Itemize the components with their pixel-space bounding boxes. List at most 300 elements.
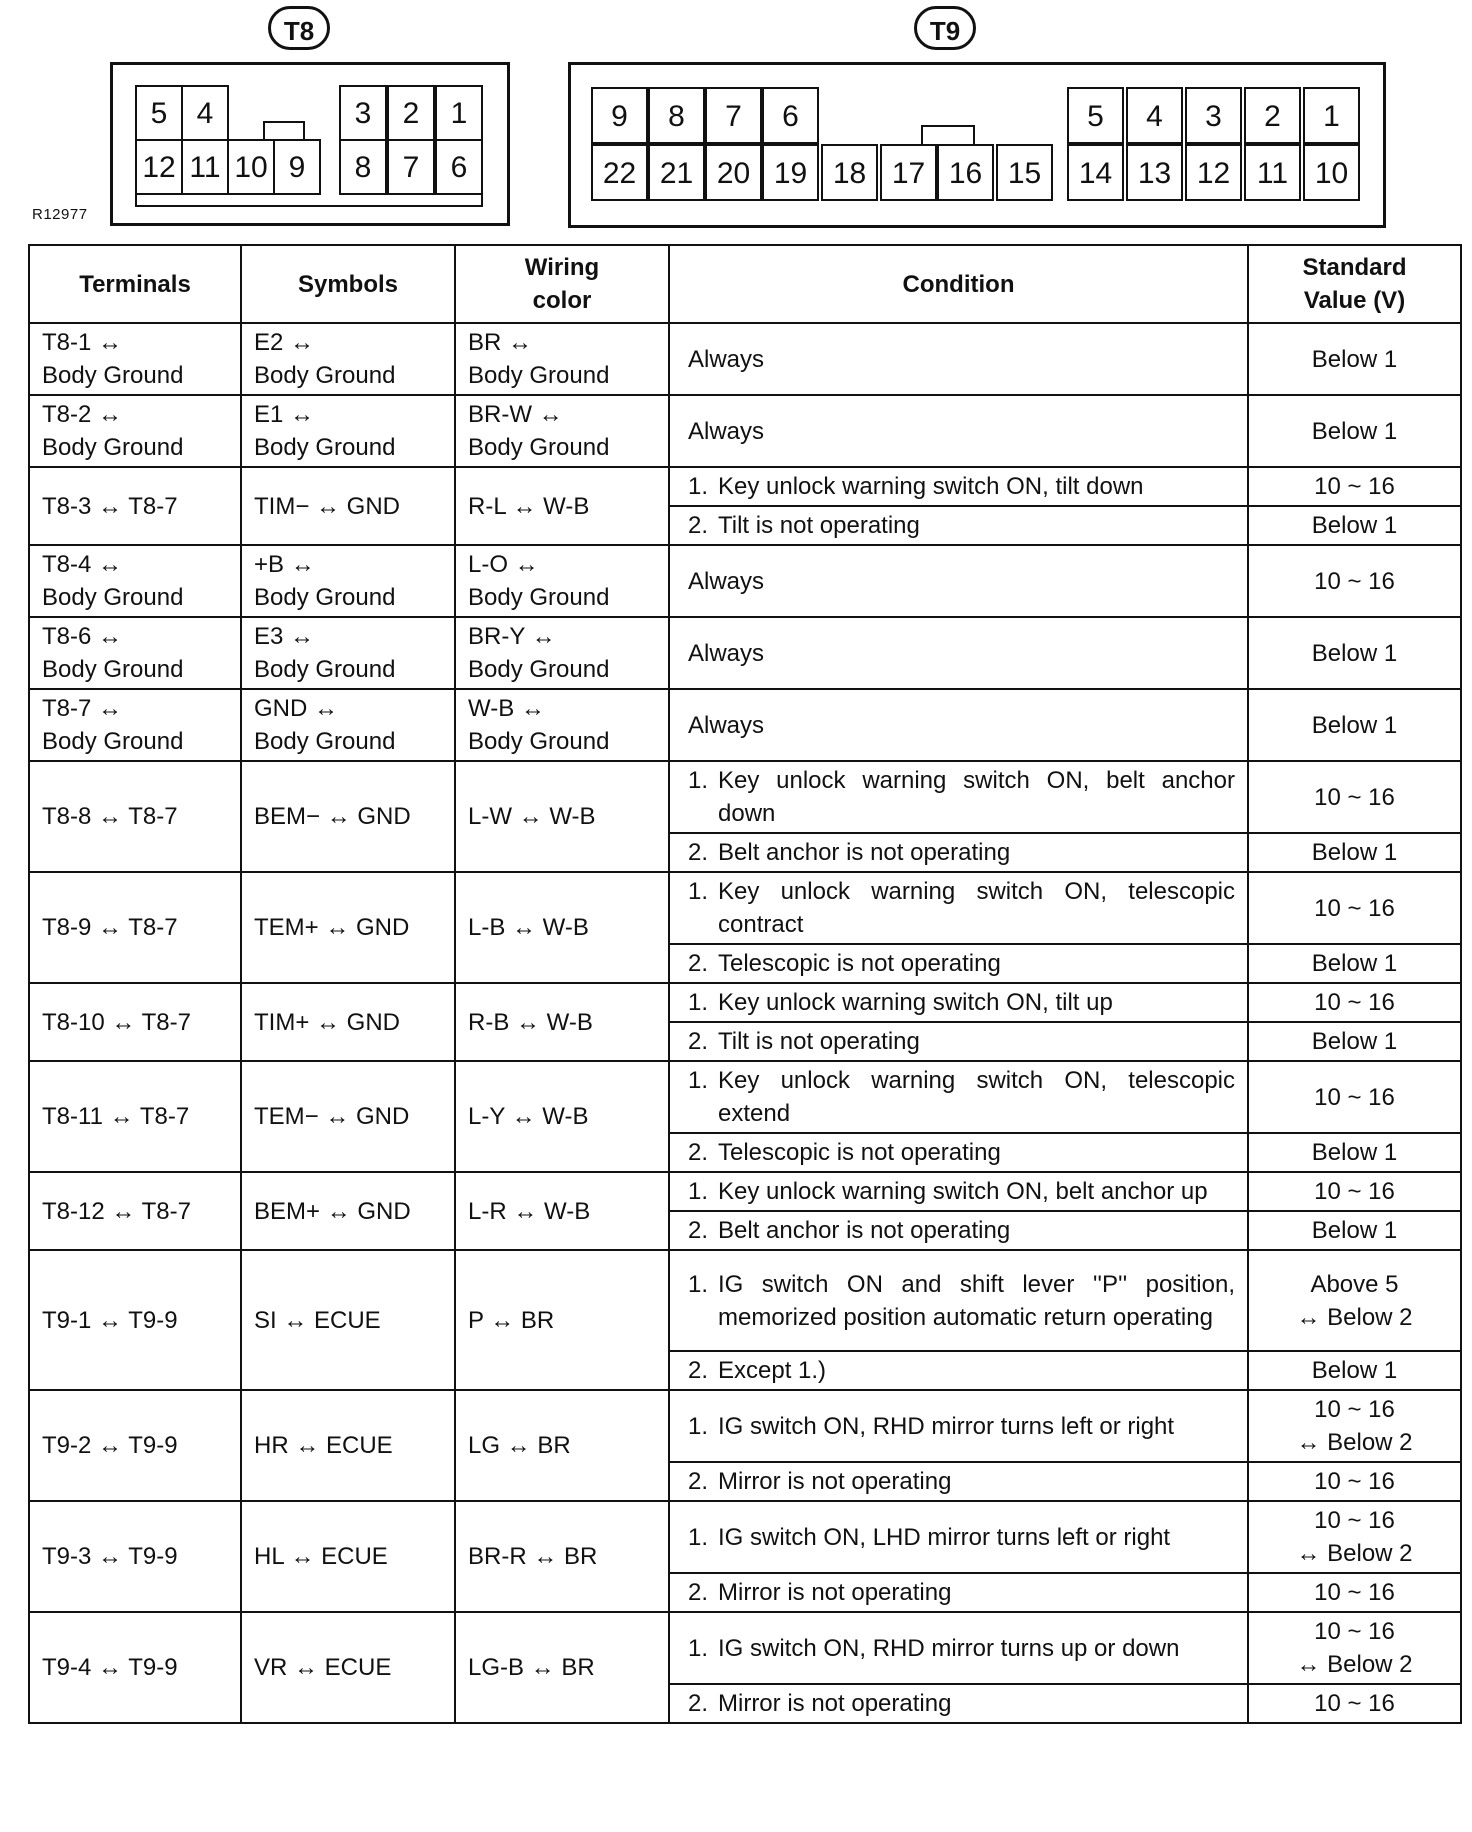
wiring-color-cell-line: L-Y ↔ W-B [468, 1103, 589, 1130]
terminals-cell-line: Body Ground [42, 728, 184, 755]
pin: 1 [435, 85, 483, 141]
pin: 18 [821, 144, 878, 201]
pin: 1 [1303, 87, 1360, 144]
condition-number: 1. [688, 878, 709, 905]
header-standard-value [1248, 245, 1461, 323]
terminal-spec-table [28, 244, 1462, 1724]
symbols-cell-line: Body Ground [254, 728, 396, 755]
standard-value-line: Below 1 [1311, 1028, 1398, 1055]
pin: 10 [227, 139, 275, 195]
table-row [29, 617, 1461, 689]
pin: 3 [339, 85, 387, 141]
condition-item [688, 764, 1235, 830]
terminals-cell [29, 617, 241, 689]
terminals-cell-line: T8-7 ↔ [42, 695, 123, 722]
symbols-cell [241, 395, 455, 467]
wiring-color-cell [455, 617, 669, 689]
pin: 9 [273, 139, 321, 195]
condition-number: 2. [688, 1468, 709, 1495]
condition-cell [669, 1501, 1248, 1573]
terminals-cell [29, 983, 241, 1061]
standard-value-cell [1248, 1612, 1461, 1684]
symbols-cell [241, 983, 455, 1061]
symbols-cell-line: E1 ↔ [254, 401, 315, 428]
wiring-color-cell [455, 872, 669, 983]
standard-value-line: 10 ~ 16 [1314, 1507, 1395, 1534]
condition-item [688, 415, 1235, 448]
symbols-cell [241, 872, 455, 983]
standard-value-line: 10 ~ 16 [1314, 1178, 1395, 1205]
symbols-cell-line: BEM+ ↔ GND [254, 1197, 411, 1225]
condition-cell [669, 1573, 1248, 1612]
header-value-line1: Standard [1302, 254, 1407, 281]
symbols-cell [241, 1501, 455, 1612]
standard-value-line: Below 1 [1311, 1357, 1398, 1384]
condition-text: Except 1.) [718, 1357, 827, 1384]
standard-value-line: 10 ~ 16 [1314, 473, 1395, 500]
standard-value-cell [1248, 467, 1461, 506]
condition-text: Telescopic is not operating [718, 950, 1001, 977]
connector-key [921, 125, 975, 145]
condition-item [688, 1465, 1235, 1498]
condition-item [688, 470, 1235, 503]
pin: 4 [181, 85, 229, 141]
standard-value-line: ↔ Below 2 [1296, 1429, 1413, 1456]
condition-item [688, 1025, 1235, 1058]
standard-value-line: Below 1 [1311, 1139, 1398, 1166]
terminals-cell-line: Body Ground [42, 656, 184, 683]
terminals-cell-line: T9-2 ↔ T9-9 [42, 1432, 178, 1459]
condition-number: 2. [688, 839, 709, 866]
pin: 16 [937, 144, 994, 201]
symbols-cell [241, 617, 455, 689]
wiring-color-cell-line: BR-W ↔ [468, 401, 563, 428]
condition-number: 2. [688, 1579, 709, 1606]
pin: 19 [762, 144, 819, 201]
condition-text: Belt anchor is not operating [718, 1217, 1011, 1244]
standard-value-cell [1248, 1250, 1461, 1351]
standard-value-cell [1248, 689, 1461, 761]
standard-value-line: Below 1 [1311, 345, 1398, 373]
pin: 2 [1244, 87, 1301, 144]
pin: 10 [1303, 144, 1360, 201]
wiring-color-cell-line: P ↔ BR [468, 1306, 555, 1334]
terminals-cell [29, 1612, 241, 1723]
terminals-cell [29, 872, 241, 983]
symbols-cell [241, 1250, 455, 1390]
condition-text: Always [688, 417, 765, 445]
standard-value-line: 10 ~ 16 [1314, 1396, 1395, 1423]
symbols-cell-line: BEM− ↔ GND [254, 803, 411, 830]
wiring-color-cell [455, 1612, 669, 1723]
standard-value-line: Below 1 [1311, 512, 1398, 539]
pin: 5 [135, 85, 183, 141]
header-wiring-line1: Wiring [524, 254, 600, 281]
standard-value-line: 10 ~ 16 [1314, 1690, 1395, 1717]
condition-text: Key unlock warning switch ON, belt anchor down [718, 767, 1235, 827]
symbols-cell-line: Body Ground [254, 434, 396, 461]
standard-value-cell [1248, 1211, 1461, 1250]
symbols-cell-line: TEM− ↔ GND [254, 1103, 410, 1130]
condition-item [688, 1576, 1235, 1609]
standard-value-line: Below 1 [1311, 639, 1398, 667]
table-row [29, 395, 1461, 467]
header-wiring-line2: color [532, 287, 592, 314]
pin: 13 [1126, 144, 1183, 201]
terminals-cell-line: T8-1 ↔ [42, 329, 123, 356]
standard-value-line: 10 ~ 16 [1314, 1468, 1395, 1495]
condition-text: Key unlock warning switch ON, belt anchor up [718, 1178, 1208, 1205]
symbols-cell-line: HL ↔ ECUE [254, 1543, 388, 1570]
condition-item [688, 836, 1235, 869]
condition-number: 2. [688, 950, 709, 977]
condition-number: 1. [688, 1270, 709, 1298]
condition-cell [669, 323, 1248, 395]
standard-value-line: Below 1 [1311, 950, 1398, 977]
condition-number: 1. [688, 1523, 709, 1551]
condition-text: Always [688, 639, 765, 667]
terminals-cell [29, 1172, 241, 1250]
wiring-color-cell [455, 1501, 669, 1612]
table-row [29, 1612, 1461, 1684]
table-row [29, 323, 1461, 395]
condition-cell [669, 761, 1248, 833]
terminals-cell-line: T9-4 ↔ T9-9 [42, 1654, 178, 1681]
condition-text: Always [688, 345, 765, 373]
condition-item [688, 1214, 1235, 1247]
terminals-cell-line: Body Ground [42, 434, 184, 461]
condition-cell [669, 983, 1248, 1022]
condition-cell [669, 1022, 1248, 1061]
wiring-color-cell-line: LG-B ↔ BR [468, 1654, 595, 1681]
wiring-color-cell-line: L-O ↔ [468, 551, 539, 578]
terminals-cell [29, 323, 241, 395]
condition-cell [669, 1172, 1248, 1211]
standard-value-cell [1248, 323, 1461, 395]
condition-text: Key unlock warning switch ON, telescopic contract [718, 878, 1235, 938]
terminals-cell-line: T8-2 ↔ [42, 401, 123, 428]
condition-item [688, 1175, 1235, 1208]
condition-cell [669, 1462, 1248, 1501]
terminals-cell-line: T8-3 ↔ T8-7 [42, 492, 178, 520]
terminals-cell-line: T8-11 ↔ T8-7 [42, 1103, 190, 1130]
condition-item [688, 1354, 1235, 1387]
pin: 20 [705, 144, 762, 201]
standard-value-cell [1248, 833, 1461, 872]
wiring-color-cell [455, 395, 669, 467]
standard-value-line: ↔ Below 2 [1296, 1540, 1413, 1567]
table-header-row [29, 245, 1461, 323]
terminals-cell [29, 1061, 241, 1172]
condition-cell [669, 545, 1248, 617]
table-row [29, 761, 1461, 833]
table-row [29, 467, 1461, 506]
symbols-cell-line: VR ↔ ECUE [254, 1654, 392, 1681]
wiring-color-cell-line: BR-R ↔ BR [468, 1543, 598, 1570]
terminals-cell-line: T8-6 ↔ [42, 623, 123, 650]
condition-number: 2. [688, 1690, 709, 1717]
terminals-cell [29, 395, 241, 467]
pin: 6 [435, 139, 483, 195]
pin: 12 [135, 139, 183, 195]
condition-cell [669, 1211, 1248, 1250]
condition-number: 1. [688, 473, 709, 500]
condition-item [688, 637, 1235, 670]
wiring-color-cell-line: R-L ↔ W-B [468, 492, 590, 520]
wiring-color-cell [455, 761, 669, 872]
condition-text: IG switch ON, RHD mirror turns left or right [718, 1412, 1175, 1440]
table-row [29, 1390, 1461, 1462]
standard-value-cell [1248, 545, 1461, 617]
condition-item [688, 1632, 1235, 1665]
wiring-color-cell-line: LG ↔ BR [468, 1432, 571, 1459]
terminals-cell-line: T9-3 ↔ T9-9 [42, 1543, 178, 1570]
standard-value-line: Below 1 [1311, 839, 1398, 866]
symbols-cell-line: TIM− ↔ GND [254, 492, 401, 520]
pin: 12 [1185, 144, 1242, 201]
condition-item [688, 1521, 1235, 1554]
condition-number: 2. [688, 1357, 709, 1384]
condition-text: Mirror is not operating [718, 1690, 952, 1717]
condition-cell [669, 1684, 1248, 1723]
standard-value-line: 10 ~ 16 [1314, 783, 1395, 811]
condition-cell [669, 1390, 1248, 1462]
table-row [29, 1061, 1461, 1133]
table-row [29, 545, 1461, 617]
pin: 15 [996, 144, 1053, 201]
condition-item [688, 1687, 1235, 1720]
terminals-cell-line: T8-9 ↔ T8-7 [42, 914, 178, 941]
symbols-cell-line: Body Ground [254, 362, 396, 389]
condition-text: Key unlock warning switch ON, tilt down [718, 473, 1144, 500]
header-wiring-color [455, 245, 669, 323]
wiring-color-cell [455, 1172, 669, 1250]
wiring-color-cell-line: Body Ground [468, 728, 610, 755]
header-terminals: Terminals [29, 245, 241, 323]
pin: 17 [880, 144, 937, 201]
wiring-color-cell [455, 1390, 669, 1501]
condition-item [688, 875, 1235, 941]
condition-number: 1. [688, 1067, 709, 1094]
terminals-cell [29, 467, 241, 545]
symbols-cell-line: TEM+ ↔ GND [254, 914, 410, 941]
terminals-cell-line: T8-12 ↔ T8-7 [42, 1197, 191, 1225]
wiring-color-cell-line: R-B ↔ W-B [468, 1008, 593, 1036]
wiring-color-cell [455, 1250, 669, 1390]
standard-value-line: Below 1 [1311, 711, 1398, 739]
standard-value-line: 10 ~ 16 [1314, 1083, 1395, 1111]
symbols-cell-line: SI ↔ ECUE [254, 1306, 381, 1334]
condition-cell [669, 395, 1248, 467]
condition-item [688, 1410, 1235, 1443]
condition-cell [669, 1133, 1248, 1172]
standard-value-cell [1248, 1133, 1461, 1172]
connector-t8 [110, 62, 510, 226]
standard-value-cell [1248, 1573, 1461, 1612]
standard-value-line: Above 5 [1310, 1270, 1399, 1298]
standard-value-line: 10 ~ 16 [1314, 989, 1395, 1016]
table-row [29, 1501, 1461, 1573]
condition-text: Tilt is not operating [718, 1028, 920, 1055]
connector-label-t9: T9 [914, 6, 976, 50]
standard-value-cell [1248, 1501, 1461, 1573]
standard-value-cell [1248, 1172, 1461, 1211]
condition-item [688, 709, 1235, 742]
standard-value-cell [1248, 872, 1461, 944]
table-row [29, 1250, 1461, 1351]
header-value-line2: Value (V) [1303, 287, 1406, 314]
condition-text: IG switch ON, LHD mirror turns left or right [718, 1523, 1171, 1551]
condition-text: Always [688, 711, 765, 739]
condition-number: 1. [688, 1412, 709, 1440]
symbols-cell-line: +B ↔ [254, 551, 315, 578]
standard-value-cell [1248, 1390, 1461, 1462]
header-symbols: Symbols [241, 245, 455, 323]
standard-value-line: 10 ~ 16 [1314, 894, 1395, 922]
terminals-cell [29, 761, 241, 872]
standard-value-cell [1248, 395, 1461, 467]
pin: 8 [648, 87, 705, 144]
standard-value-line: ↔ Below 2 [1296, 1303, 1413, 1331]
standard-value-cell [1248, 1061, 1461, 1133]
condition-text: Mirror is not operating [718, 1468, 952, 1495]
table-row [29, 872, 1461, 944]
pin: 2 [387, 85, 435, 141]
table-row [29, 689, 1461, 761]
terminals-cell [29, 1501, 241, 1612]
table-row [29, 1172, 1461, 1211]
wiring-color-cell-line: L-B ↔ W-B [468, 914, 589, 941]
wiring-color-cell [455, 983, 669, 1061]
standard-value-line: ↔ Below 2 [1296, 1651, 1413, 1678]
wiring-color-cell [455, 323, 669, 395]
condition-item [688, 1136, 1235, 1169]
wiring-color-cell-line: Body Ground [468, 656, 610, 683]
standard-value-cell [1248, 761, 1461, 833]
condition-text: Mirror is not operating [718, 1579, 952, 1606]
standard-value-line: 10 ~ 16 [1314, 1618, 1395, 1645]
condition-cell [669, 872, 1248, 944]
terminals-cell-line: T8-10 ↔ T8-7 [42, 1008, 191, 1036]
table-row [29, 983, 1461, 1022]
standard-value-cell [1248, 1351, 1461, 1390]
symbols-cell [241, 1061, 455, 1172]
symbols-cell [241, 1390, 455, 1501]
standard-value-cell [1248, 1462, 1461, 1501]
symbols-cell [241, 761, 455, 872]
symbols-cell [241, 545, 455, 617]
condition-cell [669, 689, 1248, 761]
wiring-color-cell [455, 467, 669, 545]
standard-value-line: 10 ~ 16 [1314, 1579, 1395, 1606]
terminals-cell-line: T8-4 ↔ [42, 551, 123, 578]
pin: 3 [1185, 87, 1242, 144]
terminals-cell-line: T9-1 ↔ T9-9 [42, 1306, 178, 1334]
symbols-cell-line: HR ↔ ECUE [254, 1432, 393, 1459]
condition-item [688, 947, 1235, 980]
wiring-color-cell-line: BR-Y ↔ [468, 623, 556, 650]
condition-number: 2. [688, 1217, 709, 1244]
standard-value-line: Below 1 [1311, 1217, 1398, 1244]
standard-value-cell [1248, 944, 1461, 983]
standard-value-cell [1248, 506, 1461, 545]
condition-number: 2. [688, 1139, 709, 1166]
condition-text: IG switch ON and shift lever ''P'' position, memorized position automatic return operating [718, 1270, 1235, 1331]
condition-text: Tilt is not operating [718, 512, 920, 539]
pin: 14 [1067, 144, 1124, 201]
terminals-cell [29, 689, 241, 761]
condition-number: 2. [688, 512, 709, 539]
condition-text: Key unlock warning switch ON, tilt up [718, 989, 1113, 1016]
terminals-cell [29, 1250, 241, 1390]
wiring-color-cell [455, 545, 669, 617]
symbols-cell [241, 689, 455, 761]
pin: 11 [1244, 144, 1301, 201]
standard-value-cell [1248, 1022, 1461, 1061]
pin: 22 [591, 144, 648, 201]
standard-value-line: Below 1 [1311, 417, 1398, 445]
standard-value-line: 10 ~ 16 [1314, 567, 1395, 595]
wiring-color-cell-line: L-R ↔ W-B [468, 1197, 591, 1225]
wiring-color-cell-line: W-B ↔ [468, 695, 545, 722]
condition-cell [669, 506, 1248, 545]
wiring-color-cell [455, 689, 669, 761]
condition-cell [669, 1351, 1248, 1390]
condition-text: Telescopic is not operating [718, 1139, 1001, 1166]
symbols-cell [241, 1612, 455, 1723]
condition-item [688, 986, 1235, 1019]
symbols-cell-line: TIM+ ↔ GND [254, 1008, 401, 1036]
condition-cell [669, 944, 1248, 983]
wiring-color-cell-line: BR ↔ [468, 329, 533, 356]
wiring-color-cell [455, 1061, 669, 1172]
connector-base [135, 193, 483, 207]
condition-item [688, 565, 1235, 598]
pin: 9 [591, 87, 648, 144]
standard-value-cell [1248, 617, 1461, 689]
symbols-cell-line: GND ↔ [254, 695, 338, 722]
symbols-cell [241, 323, 455, 395]
figure-id: R12977 [32, 206, 88, 223]
condition-cell [669, 1612, 1248, 1684]
condition-text: IG switch ON, RHD mirror turns up or down [718, 1634, 1180, 1662]
condition-number: 2. [688, 1028, 709, 1055]
standard-value-cell [1248, 983, 1461, 1022]
condition-number: 1. [688, 767, 709, 794]
pin: 11 [181, 139, 229, 195]
condition-cell [669, 833, 1248, 872]
condition-text: Belt anchor is not operating [718, 839, 1011, 866]
wiring-color-cell-line: L-W ↔ W-B [468, 803, 596, 830]
terminals-cell-line: Body Ground [42, 362, 184, 389]
condition-cell [669, 617, 1248, 689]
pin: 21 [648, 144, 705, 201]
connector-key [263, 121, 305, 141]
wiring-color-cell-line: Body Ground [468, 584, 610, 611]
pin: 4 [1126, 87, 1183, 144]
condition-item [688, 1268, 1235, 1334]
terminals-cell [29, 1390, 241, 1501]
condition-number: 1. [688, 1634, 709, 1662]
pin: 7 [705, 87, 762, 144]
connector-label-t8: T8 [268, 6, 330, 50]
pin: 5 [1067, 87, 1124, 144]
connector-t9 [568, 62, 1386, 228]
condition-cell [669, 1061, 1248, 1133]
pin: 7 [387, 139, 435, 195]
condition-item [688, 343, 1235, 376]
pin: 8 [339, 139, 387, 195]
